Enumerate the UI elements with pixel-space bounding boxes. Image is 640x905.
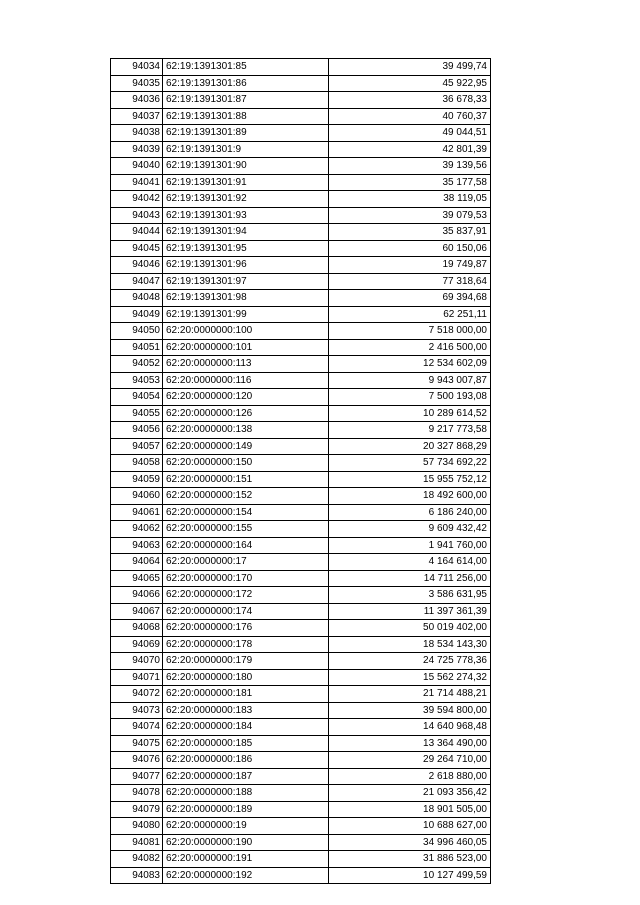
cadastral-number-cell: 62:20:0000000:120	[163, 389, 329, 406]
value-cell: 77 318,64	[329, 273, 491, 290]
row-number-cell: 94051	[111, 339, 163, 356]
table-row	[111, 108, 491, 125]
cadastral-number-cell: 62:19:1391301:88	[163, 108, 329, 125]
cadastral-number-cell: 62:20:0000000:149	[163, 438, 329, 455]
value-cell: 12 534 602,09	[329, 356, 491, 373]
row-number-cell: 94046	[111, 257, 163, 274]
value-cell: 9 609 432,42	[329, 521, 491, 538]
value-cell: 10 289 614,52	[329, 405, 491, 422]
row-number-cell: 94034	[111, 59, 163, 76]
table-row	[111, 603, 491, 620]
table-row	[111, 207, 491, 224]
row-number-cell: 94070	[111, 653, 163, 670]
row-number-cell: 94042	[111, 191, 163, 208]
row-number-cell: 94037	[111, 108, 163, 125]
cadastral-number-cell: 62:20:0000000:188	[163, 785, 329, 802]
cadastral-number-cell: 62:20:0000000:187	[163, 768, 329, 785]
cadastral-number-cell: 62:20:0000000:172	[163, 587, 329, 604]
table-row	[111, 768, 491, 785]
row-number-cell: 94043	[111, 207, 163, 224]
cadastral-number-cell: 62:20:0000000:116	[163, 372, 329, 389]
value-cell: 13 364 490,00	[329, 735, 491, 752]
table-row	[111, 587, 491, 604]
cadastral-number-cell: 62:19:1391301:93	[163, 207, 329, 224]
table-row	[111, 471, 491, 488]
value-cell: 10 127 499,59	[329, 867, 491, 884]
table-row	[111, 125, 491, 142]
value-cell: 39 139,56	[329, 158, 491, 175]
value-cell: 40 760,37	[329, 108, 491, 125]
row-number-cell: 94077	[111, 768, 163, 785]
cadastral-number-cell: 62:20:0000000:154	[163, 504, 329, 521]
table-row	[111, 702, 491, 719]
table-row	[111, 785, 491, 802]
cadastral-number-cell: 62:19:1391301:96	[163, 257, 329, 274]
table-row	[111, 867, 491, 884]
cadastral-number-cell: 62:20:0000000:100	[163, 323, 329, 340]
table-row	[111, 488, 491, 505]
table-row	[111, 455, 491, 472]
cadastral-number-cell: 62:20:0000000:190	[163, 834, 329, 851]
value-cell: 2 416 500,00	[329, 339, 491, 356]
table-row	[111, 537, 491, 554]
value-cell: 9 943 007,87	[329, 372, 491, 389]
value-cell: 14 711 256,00	[329, 570, 491, 587]
table-row	[111, 224, 491, 241]
value-cell: 42 801,39	[329, 141, 491, 158]
table-row	[111, 834, 491, 851]
cadastral-number-cell: 62:19:1391301:86	[163, 75, 329, 92]
value-cell: 49 044,51	[329, 125, 491, 142]
value-cell: 3 586 631,95	[329, 587, 491, 604]
table-row	[111, 818, 491, 835]
table-row	[111, 801, 491, 818]
row-number-cell: 94052	[111, 356, 163, 373]
table-row	[111, 257, 491, 274]
row-number-cell: 94059	[111, 471, 163, 488]
row-number-cell: 94061	[111, 504, 163, 521]
value-cell: 10 688 627,00	[329, 818, 491, 835]
cadastral-number-cell: 62:20:0000000:174	[163, 603, 329, 620]
table-row	[111, 554, 491, 571]
cadastral-number-cell: 62:20:0000000:180	[163, 669, 329, 686]
cadastral-number-cell: 62:19:1391301:95	[163, 240, 329, 257]
data-table	[110, 58, 491, 884]
table-row	[111, 735, 491, 752]
table-row	[111, 405, 491, 422]
value-cell: 6 186 240,00	[329, 504, 491, 521]
value-cell: 62 251,11	[329, 306, 491, 323]
row-number-cell: 94055	[111, 405, 163, 422]
cadastral-number-cell: 62:20:0000000:164	[163, 537, 329, 554]
row-number-cell: 94053	[111, 372, 163, 389]
row-number-cell: 94073	[111, 702, 163, 719]
table-row	[111, 356, 491, 373]
table-row	[111, 620, 491, 637]
value-cell: 21 714 488,21	[329, 686, 491, 703]
table-row	[111, 752, 491, 769]
cadastral-number-cell: 62:20:0000000:189	[163, 801, 329, 818]
value-cell: 2 618 880,00	[329, 768, 491, 785]
row-number-cell: 94056	[111, 422, 163, 439]
table-row	[111, 240, 491, 257]
value-cell: 29 264 710,00	[329, 752, 491, 769]
value-cell: 7 518 000,00	[329, 323, 491, 340]
table-body	[111, 59, 491, 884]
row-number-cell: 94040	[111, 158, 163, 175]
cadastral-number-cell: 62:20:0000000:186	[163, 752, 329, 769]
value-cell: 35 177,58	[329, 174, 491, 191]
value-cell: 45 922,95	[329, 75, 491, 92]
value-cell: 21 093 356,42	[329, 785, 491, 802]
cadastral-number-cell: 62:19:1391301:99	[163, 306, 329, 323]
cadastral-number-cell: 62:20:0000000:138	[163, 422, 329, 439]
row-number-cell: 94054	[111, 389, 163, 406]
value-cell: 11 397 361,39	[329, 603, 491, 620]
table-row	[111, 141, 491, 158]
table-row	[111, 174, 491, 191]
cadastral-number-cell: 62:19:1391301:97	[163, 273, 329, 290]
row-number-cell: 94057	[111, 438, 163, 455]
value-cell: 14 640 968,48	[329, 719, 491, 736]
row-number-cell: 94060	[111, 488, 163, 505]
value-cell: 24 725 778,36	[329, 653, 491, 670]
cadastral-number-cell: 62:20:0000000:101	[163, 339, 329, 356]
cadastral-number-cell: 62:19:1391301:90	[163, 158, 329, 175]
row-number-cell: 94039	[111, 141, 163, 158]
table-row	[111, 306, 491, 323]
cadastral-number-cell: 62:19:1391301:85	[163, 59, 329, 76]
cadastral-number-cell: 62:20:0000000:183	[163, 702, 329, 719]
cadastral-number-cell: 62:20:0000000:113	[163, 356, 329, 373]
table-row	[111, 372, 491, 389]
value-cell: 31 886 523,00	[329, 851, 491, 868]
row-number-cell: 94062	[111, 521, 163, 538]
cadastral-number-cell: 62:20:0000000:178	[163, 636, 329, 653]
row-number-cell: 94081	[111, 834, 163, 851]
table-row	[111, 851, 491, 868]
cadastral-number-cell: 62:20:0000000:19	[163, 818, 329, 835]
table-row	[111, 636, 491, 653]
value-cell: 39 079,53	[329, 207, 491, 224]
table-row	[111, 290, 491, 307]
row-number-cell: 94066	[111, 587, 163, 604]
row-number-cell: 94075	[111, 735, 163, 752]
cadastral-number-cell: 62:20:0000000:191	[163, 851, 329, 868]
row-number-cell: 94063	[111, 537, 163, 554]
cadastral-number-cell: 62:20:0000000:170	[163, 570, 329, 587]
value-cell: 34 996 460,05	[329, 834, 491, 851]
value-cell: 50 019 402,00	[329, 620, 491, 637]
row-number-cell: 94068	[111, 620, 163, 637]
cadastral-number-cell: 62:20:0000000:192	[163, 867, 329, 884]
row-number-cell: 94049	[111, 306, 163, 323]
row-number-cell: 94048	[111, 290, 163, 307]
cadastral-number-cell: 62:19:1391301:87	[163, 92, 329, 109]
value-cell: 60 150,06	[329, 240, 491, 257]
cadastral-number-cell: 62:19:1391301:9	[163, 141, 329, 158]
cadastral-number-cell: 62:20:0000000:181	[163, 686, 329, 703]
cadastral-number-cell: 62:20:0000000:155	[163, 521, 329, 538]
table-row	[111, 158, 491, 175]
table-row	[111, 422, 491, 439]
row-number-cell: 94065	[111, 570, 163, 587]
cadastral-number-cell: 62:20:0000000:150	[163, 455, 329, 472]
value-cell: 18 534 143,30	[329, 636, 491, 653]
table-row	[111, 323, 491, 340]
table-row	[111, 570, 491, 587]
cadastral-number-cell: 62:20:0000000:184	[163, 719, 329, 736]
value-cell: 36 678,33	[329, 92, 491, 109]
row-number-cell: 94064	[111, 554, 163, 571]
value-cell: 18 901 505,00	[329, 801, 491, 818]
row-number-cell: 94078	[111, 785, 163, 802]
value-cell: 4 164 614,00	[329, 554, 491, 571]
table-row	[111, 92, 491, 109]
row-number-cell: 94076	[111, 752, 163, 769]
row-number-cell: 94067	[111, 603, 163, 620]
value-cell: 57 734 692,22	[329, 455, 491, 472]
table-row	[111, 191, 491, 208]
row-number-cell: 94071	[111, 669, 163, 686]
value-cell: 39 499,74	[329, 59, 491, 76]
value-cell: 18 492 600,00	[329, 488, 491, 505]
table-row	[111, 521, 491, 538]
value-cell: 20 327 868,29	[329, 438, 491, 455]
row-number-cell: 94035	[111, 75, 163, 92]
row-number-cell: 94038	[111, 125, 163, 142]
table-row	[111, 669, 491, 686]
value-cell: 35 837,91	[329, 224, 491, 241]
value-cell: 69 394,68	[329, 290, 491, 307]
row-number-cell: 94041	[111, 174, 163, 191]
cadastral-number-cell: 62:20:0000000:179	[163, 653, 329, 670]
value-cell: 15 955 752,12	[329, 471, 491, 488]
table-row	[111, 504, 491, 521]
value-cell: 38 119,05	[329, 191, 491, 208]
row-number-cell: 94069	[111, 636, 163, 653]
cadastral-number-cell: 62:19:1391301:98	[163, 290, 329, 307]
value-cell: 15 562 274,32	[329, 669, 491, 686]
value-cell: 9 217 773,58	[329, 422, 491, 439]
cadastral-number-cell: 62:20:0000000:152	[163, 488, 329, 505]
cadastral-number-cell: 62:20:0000000:151	[163, 471, 329, 488]
cadastral-number-cell: 62:19:1391301:91	[163, 174, 329, 191]
table-row	[111, 719, 491, 736]
cadastral-number-cell: 62:20:0000000:126	[163, 405, 329, 422]
row-number-cell: 94050	[111, 323, 163, 340]
table-row	[111, 686, 491, 703]
table-row	[111, 339, 491, 356]
row-number-cell: 94074	[111, 719, 163, 736]
row-number-cell: 94082	[111, 851, 163, 868]
cadastral-number-cell: 62:19:1391301:89	[163, 125, 329, 142]
value-cell: 7 500 193,08	[329, 389, 491, 406]
row-number-cell: 94080	[111, 818, 163, 835]
cadastral-number-cell: 62:19:1391301:94	[163, 224, 329, 241]
table-row	[111, 75, 491, 92]
table-row	[111, 653, 491, 670]
row-number-cell: 94083	[111, 867, 163, 884]
table-row	[111, 59, 491, 76]
value-cell: 1 941 760,00	[329, 537, 491, 554]
row-number-cell: 94058	[111, 455, 163, 472]
row-number-cell: 94045	[111, 240, 163, 257]
value-cell: 39 594 800,00	[329, 702, 491, 719]
row-number-cell: 94047	[111, 273, 163, 290]
cadastral-number-cell: 62:20:0000000:176	[163, 620, 329, 637]
row-number-cell: 94044	[111, 224, 163, 241]
value-cell: 19 749,87	[329, 257, 491, 274]
cadastral-number-cell: 62:20:0000000:17	[163, 554, 329, 571]
table-row	[111, 438, 491, 455]
row-number-cell: 94079	[111, 801, 163, 818]
row-number-cell: 94036	[111, 92, 163, 109]
row-number-cell: 94072	[111, 686, 163, 703]
table-row	[111, 389, 491, 406]
cadastral-number-cell: 62:19:1391301:92	[163, 191, 329, 208]
cadastral-number-cell: 62:20:0000000:185	[163, 735, 329, 752]
table-row	[111, 273, 491, 290]
